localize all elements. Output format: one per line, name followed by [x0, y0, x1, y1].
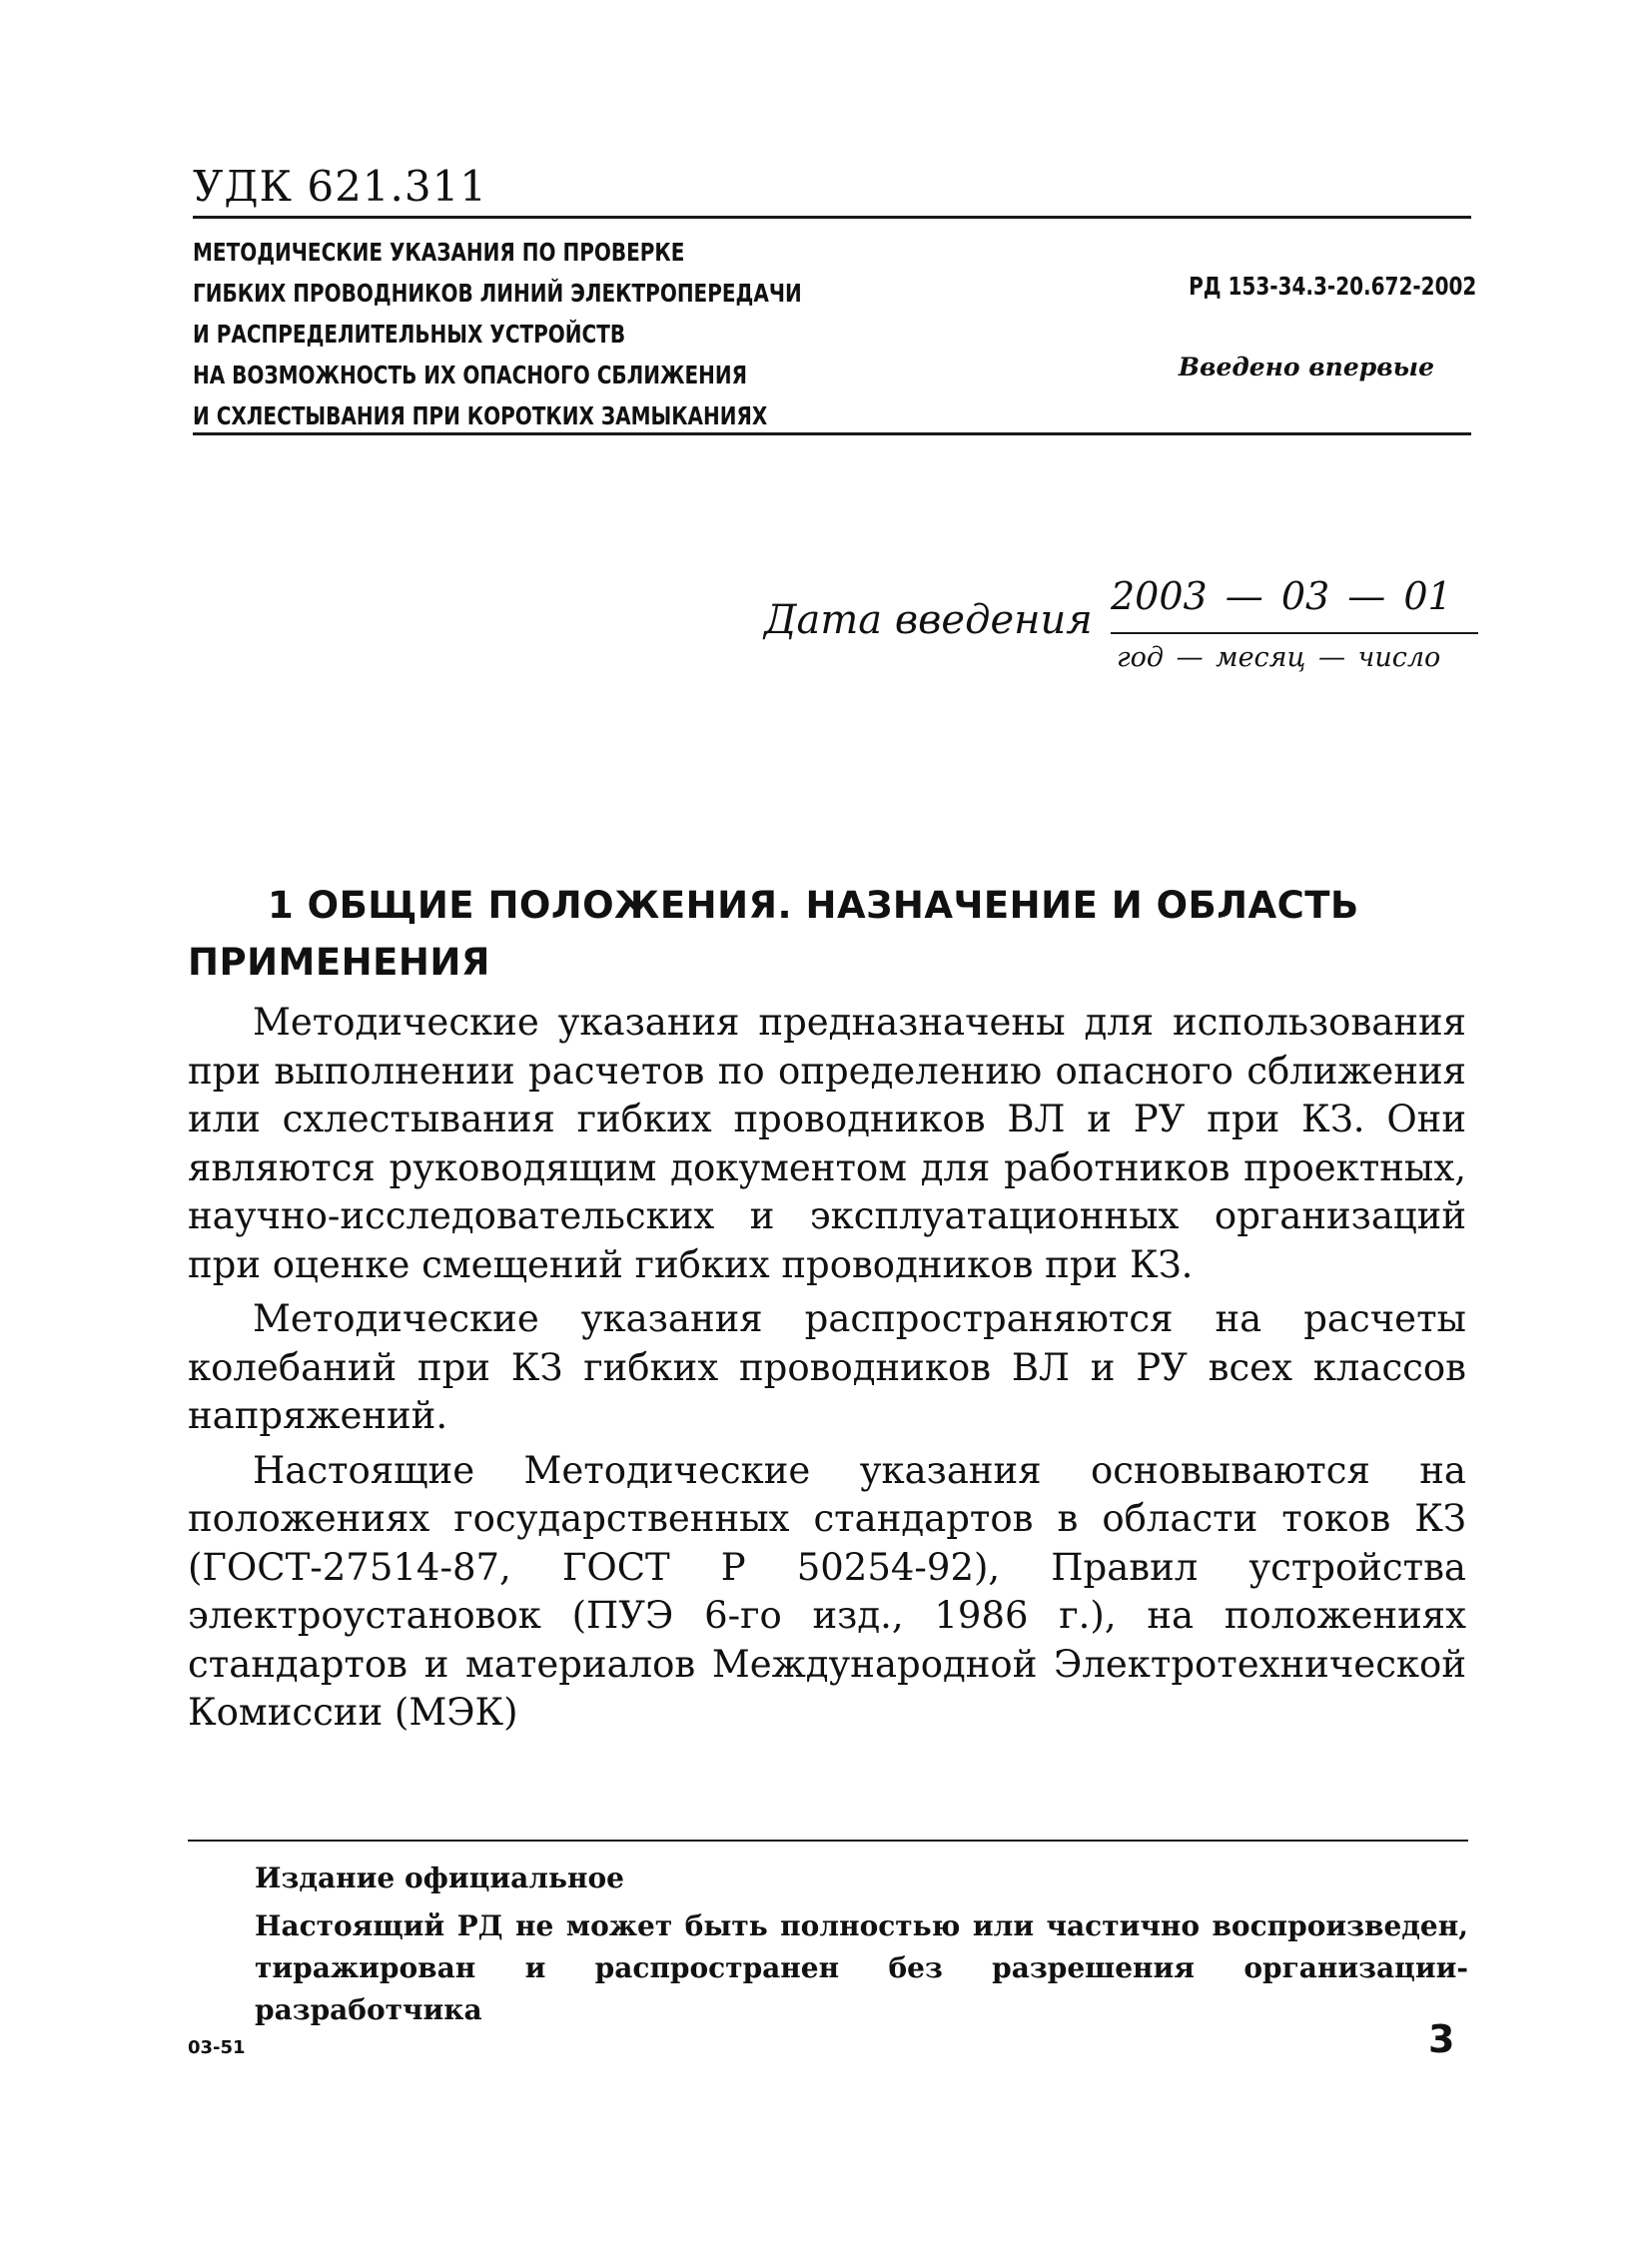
udk-code: УДК 621.311 — [193, 162, 488, 211]
paragraph: Методические указания предназначены для использования при выполнении расчетов по определению опасного сближения или схлестывания гибких проводников ВЛ и РУ при КЗ. Они являются руководящим документом для работников проектных, научно-исследовательских и эксплуатационных организаций при оценке смещений гибких проводников при КЗ. — [188, 1001, 1466, 1286]
title-line: ГИБКИХ ПРОВОДНИКОВ ЛИНИЙ ЭЛЕКТРОПЕРЕДАЧИ — [193, 279, 802, 308]
section-body — [188, 999, 1466, 1744]
edition-note: Издание официальное — [255, 1862, 624, 1894]
header-top-rule — [193, 216, 1471, 219]
intro-note: Введено впервые — [1178, 353, 1434, 381]
paragraph: Методические указания распространяются на расчеты колебаний при КЗ гибких проводников ВЛ и РУ всех классов напряжений. — [188, 1297, 1466, 1437]
footnote-rule — [188, 1840, 1468, 1842]
date-caption: год — месяц — число — [1117, 642, 1441, 673]
title-line: МЕТОДИЧЕСКИЕ УКАЗАНИЯ ПО ПРОВЕРКЕ — [193, 238, 685, 267]
title-line: И СХЛЕСТЫВАНИЯ ПРИ КОРОТКИХ ЗАМЫКАНИЯХ — [193, 401, 768, 430]
page-code: 03-51 — [188, 2037, 246, 2058]
date-value: 2003 — 03 — 01 — [1111, 574, 1452, 618]
title-line: НА ВОЗМОЖНОСТЬ ИХ ОПАСНОГО СБЛИЖЕНИЯ — [193, 361, 748, 389]
date-underline — [1111, 632, 1478, 634]
section-heading — [188, 877, 1506, 991]
footnote — [255, 1858, 1468, 2037]
paragraph: Настоящие Методические указания основываются на положениях государственных стандартов в области токов КЗ (ГОСТ-27514-87, ГОСТ Р 50254-92), Правил устройства электроустановок (ПУЭ 6-го изд., 1986 г.), на положениях стандартов и материалов Международной Электротехнической Комиссии (МЭК) — [188, 1448, 1466, 1734]
rd-document-code: РД 153-34.3-20.672-2002 — [1188, 272, 1476, 301]
section-heading-line1: 1 ОБЩИЕ ПОЛОЖЕНИЯ. НАЗНАЧЕНИЕ И ОБЛАСТЬ — [268, 884, 1359, 927]
title-line: И РАСПРЕДЕЛИТЕЛЬНЫХ УСТРОЙСТВ — [193, 320, 626, 349]
header-bottom-rule — [193, 432, 1471, 435]
page-number: 3 — [1428, 2017, 1455, 2061]
document-title — [193, 232, 802, 436]
restriction-note: Настоящий РД не может быть полностью или частично воспроизведен, тиражирован и распространен без разрешения организации-разработчика — [255, 1909, 1468, 2026]
section-heading-line2: ПРИМЕНЕНИЯ — [188, 941, 490, 984]
date-label: Дата введения — [764, 597, 1093, 643]
